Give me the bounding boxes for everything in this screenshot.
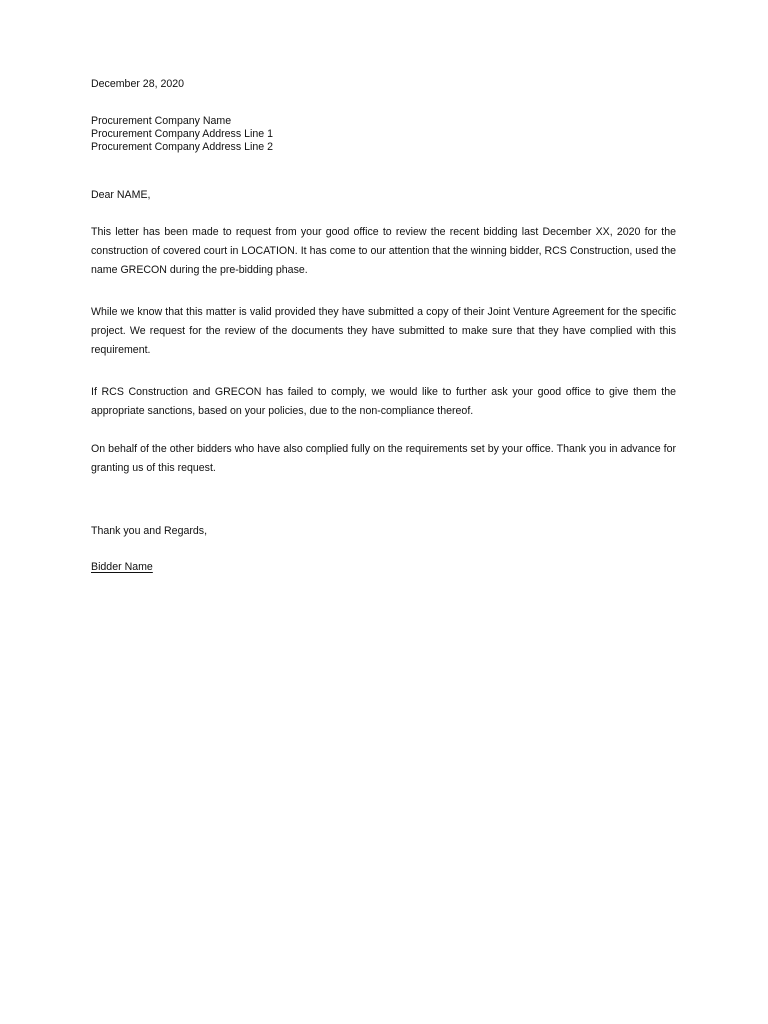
recipient-address-line-1: Procurement Company Address Line 1 <box>91 128 273 140</box>
letter-paragraph-4: On behalf of the other bidders who have also complied fully on the requirements set by your office. Thank you in advance for granting us of this request. <box>91 443 676 474</box>
recipient-address-line-2: Procurement Company Address Line 2 <box>91 141 273 153</box>
letter-paragraph-1: This letter has been made to request from your good office to review the recent bidding last December XX, 2020 for the construction of covered court in LOCATION. It has come to our attention that the winning bidder, RCS Construction, used the name GRECON during the pre-bidding phase. <box>91 226 676 276</box>
recipient-address-block <box>91 115 676 154</box>
letter-salutation: Dear NAME, <box>91 189 151 201</box>
letter-paragraph-2: While we know that this matter is valid provided they have submitted a copy of their Joint Venture Agreement for the specific project. We request for the review of the documents they have submitted to make sure that they have complied with this requirement. <box>91 306 676 356</box>
letter-date: December 28, 2020 <box>91 78 185 90</box>
letter-body <box>91 78 676 574</box>
recipient-company-name: Procurement Company Name <box>91 115 232 127</box>
letter-paragraph-3: If RCS Construction and GRECON has failed to comply, we would like to further ask your good office to give them the appropriate sanctions, based on your policies, due to the non-compliance thereof. <box>91 386 676 417</box>
signature-name: Bidder Name <box>91 561 153 573</box>
letter-closing: Thank you and Regards, <box>91 525 208 537</box>
